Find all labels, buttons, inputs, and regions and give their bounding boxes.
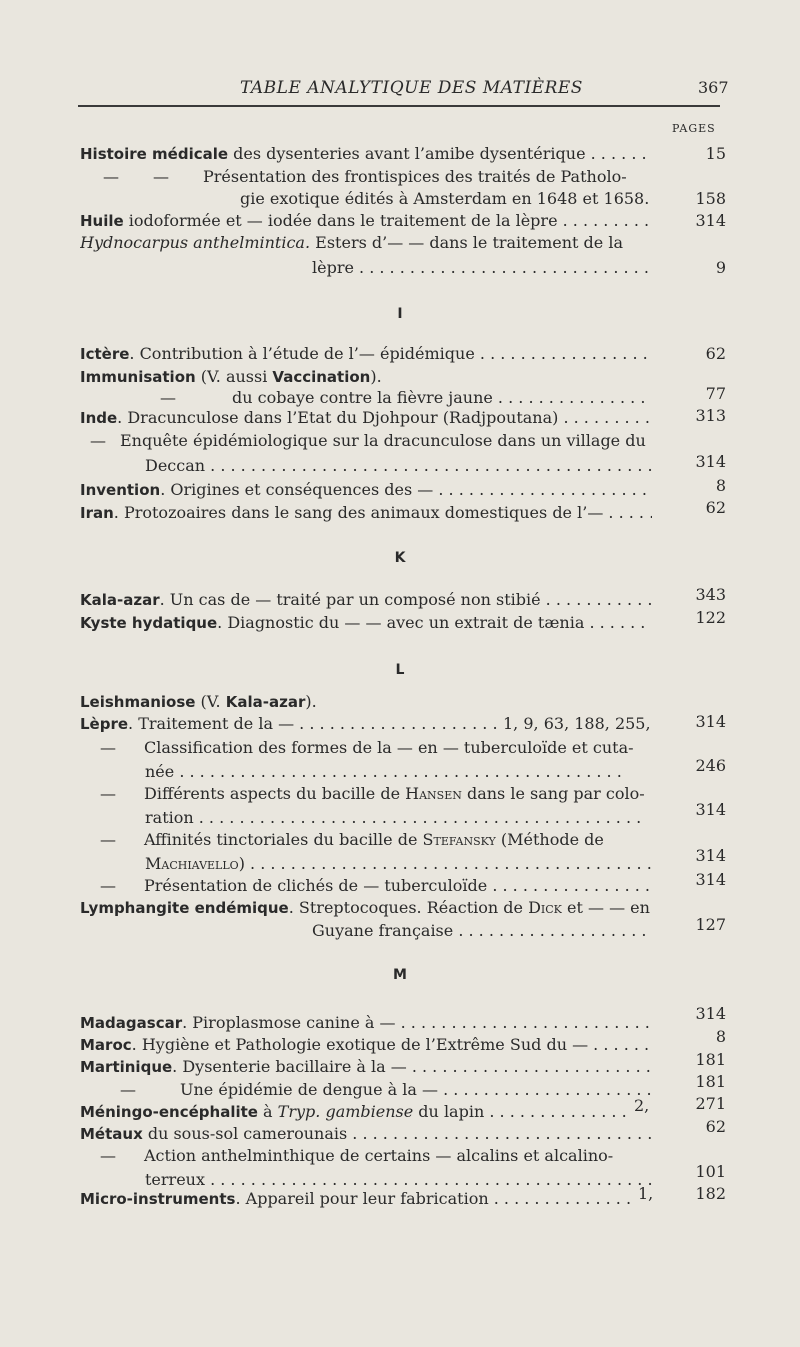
entry-page: 62 (705, 1117, 726, 1136)
index-entry: Lymphangite endémique. Streptocoques. Réaction de Dick et — — en (80, 898, 650, 917)
entry-page: 314 (695, 870, 726, 889)
entry-page: 314 (695, 846, 726, 865)
index-entry: Lèpre. Traitement de la — . . . (80, 714, 500, 734)
index-entry-continuation: née . . . (145, 762, 652, 782)
entry-page: 314 (695, 712, 726, 731)
index-entry: Méningo-encéphalite à Tryp. gambiense du lapin . . . (80, 1102, 630, 1122)
entry-page: 314 (695, 211, 726, 230)
entry-page: 181 (695, 1072, 726, 1091)
section-letter: K (394, 550, 406, 566)
index-entry-continuation: Machiavello) . . . (145, 854, 652, 874)
section-letter: M (393, 967, 407, 983)
index-entry-continuation: Deccan . . . (145, 456, 652, 476)
index-entry: Ictère. Contribution à l’étude de l’— épidémique . . . (80, 344, 652, 364)
entry-page: 62 (705, 344, 726, 363)
index-entry: Maroc. Hygiène et Pathologie exotique de l’Extrême Sud du — . . . (80, 1035, 652, 1055)
entry-page-refs: 1, (638, 1184, 654, 1203)
index-entry: — du cobaye contre la fièvre jaune . . . (160, 388, 652, 408)
index-entry: — Une épidémie de dengue à la — . . . (120, 1080, 652, 1100)
entry-page: 343 (695, 585, 726, 604)
entry-page: 101 (695, 1162, 726, 1181)
index-entry-continuation: Guyane française . . . (312, 921, 652, 941)
entry-page: 127 (695, 915, 726, 934)
running-title: TABLE ANALYTIQUE DES MATIÈRES (240, 78, 583, 98)
entry-page: 314 (695, 452, 726, 471)
index-entry: — Présentation de clichés de — tuberculoïde . . . (100, 876, 652, 896)
entry-page: 122 (695, 608, 726, 627)
entry-page: 8 (715, 1027, 726, 1046)
entry-page: 158 (695, 189, 726, 208)
entry-page: 246 (695, 756, 726, 775)
index-entry: — Enquête épidémiologique sur la dracunculose dans un village du (90, 431, 646, 450)
index-entry-continuation: ration . . . (145, 808, 652, 828)
index-entry: Iran. Protozoaires dans le sang des animaux domestiques de l’— . . . (80, 503, 652, 523)
header-rule (78, 105, 720, 107)
index-entry: Kala-azar. Un cas de — traité par un composé non stibié . . . (80, 590, 652, 610)
section-letter: L (395, 662, 405, 678)
index-entry: — — Présentation des frontispices des traités de Patholo- (103, 167, 627, 186)
entry-page: 182 (695, 1184, 726, 1203)
entry-page: 62 (705, 498, 726, 517)
index-entry: Madagascar. Piroplasmose canine à — . . . (80, 1013, 652, 1033)
page-number: 367 (698, 78, 729, 97)
index-entry: Huile iodoformée et — iodée dans le traitement de la lèpre . . . (80, 211, 652, 231)
entry-page: 77 (705, 384, 726, 403)
pages-column-label: PAGES (672, 122, 716, 135)
entry-page: 181 (695, 1050, 726, 1069)
index-entry: Métaux du sous-sol camerounais . . . (80, 1124, 652, 1144)
index-entry: Kyste hydatique. Diagnostic du — — avec un extrait de tænia . . . (80, 613, 652, 633)
index-entry: — Action anthelminthique de certains — alcalins et alcalino- (100, 1146, 614, 1165)
index-entry-continuation: terreux . . . (145, 1170, 652, 1190)
index-entry-continuation: gie exotique édités à Amsterdam en 1648 et 1658. (240, 189, 650, 208)
entry-page: 313 (695, 406, 726, 425)
index-entry: Immunisation (V. aussi Vaccination). (80, 367, 382, 386)
index-entry: — Affinités tinctoriales du bacille de Stefansky (Méthode de (100, 830, 604, 849)
entry-page-refs: 2, (634, 1096, 650, 1115)
index-entry: Histoire médicale des dysenteries avant l’amibe dysentérique . . . (80, 144, 652, 164)
entry-page: 15 (705, 144, 726, 163)
entry-page: 9 (715, 258, 726, 277)
entry-page: 8 (715, 476, 726, 495)
index-entry: Hydnocarpus anthelmintica. Esters d’— — dans le traitement de la (80, 233, 623, 252)
index-entry: — Classification des formes de la — en — tuberculoïde et cuta- (100, 738, 634, 757)
entry-page: 314 (695, 800, 726, 819)
section-letter: I (397, 306, 403, 322)
entry-page: 271 (695, 1094, 726, 1113)
index-entry: Inde. Dracunculose dans l’Etat du Djohpour (Radjpoutana) . . . (80, 408, 652, 428)
index-entry: Invention. Origines et conséquences des — . . . (80, 480, 652, 500)
index-entry: — Différents aspects du bacille de Hansen dans le sang par colo- (100, 784, 645, 803)
index-entry: Micro-instruments. Appareil pour leur fabrication . . . (80, 1189, 630, 1209)
index-entry: Leishmaniose (V. Kala-azar). (80, 692, 317, 711)
index-entry-continuation: lèpre . . . (312, 258, 652, 278)
index-entry: Martinique. Dysenterie bacillaire à la — . . . (80, 1057, 652, 1077)
entry-page-refs: 1, 9, 63, 188, 255, (503, 714, 651, 733)
entry-page: 314 (695, 1004, 726, 1023)
